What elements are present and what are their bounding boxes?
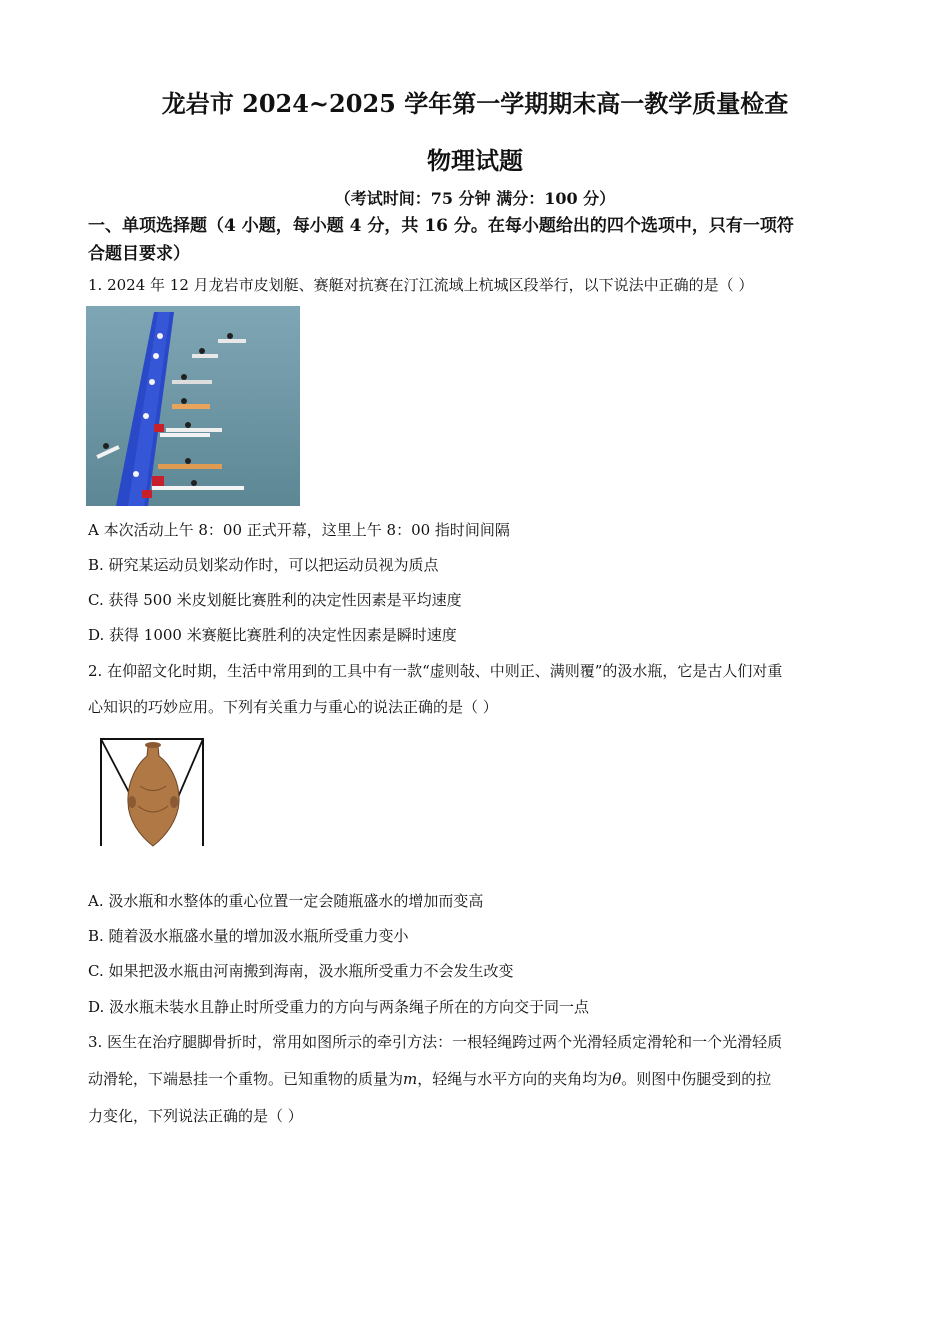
- q3-stem-text-a: 动滑轮，下端悬挂一个重物。已知重物的质量为: [88, 1070, 404, 1088]
- section-heading: [88, 212, 868, 268]
- q2-option-c: C. 如果把汲水瓶由河南搬到海南，汲水瓶所受重力不会发生改变: [88, 962, 514, 980]
- section-heading-line1: 一、单项选择题（4 小题，每小题 4 分，共 16 分。在每小题给出的四个选项中，只有一项符: [88, 216, 794, 236]
- q1-option-c: C. 获得 500 米皮划艇比赛胜利的决定性因素是平均速度: [88, 591, 462, 609]
- q3-stem-line1: 3. 医生在治疗腿脚骨折时，常用如图所示的牵引方法：一根轻绳跨过两个光滑轻质定滑轮和一个光滑轻质: [88, 1033, 783, 1051]
- q2-option-a: A. 汲水瓶和水整体的重心位置一定会随瓶盛水的增加而变高: [88, 892, 484, 910]
- q1-option-d: D. 获得 1000 米赛艇比赛胜利的决定性因素是瞬时速度: [88, 626, 457, 644]
- q2-option-d: D. 汲水瓶未装水且静止时所受重力的方向与两条绳子所在的方向交于同一点: [88, 998, 590, 1016]
- q1-stem: 1. 2024 年 12 月龙岩市皮划艇、赛艇对抗赛在汀江流域上杭城区段举行，以下说法中正确的是（ ）: [88, 276, 754, 294]
- q1-option-a: A 本次活动上午 8：00 正式开幕，这里上午 8：00 指时间间隔: [88, 521, 510, 539]
- mass-symbol: m: [403, 1070, 418, 1088]
- q3-stem-text-b: ，轻绳与水平方向的夹角均为: [417, 1070, 613, 1088]
- q1-option-b: B. 研究某运动员划桨动作时，可以把运动员视为质点: [88, 556, 439, 574]
- water-bottle-figure: [96, 736, 208, 848]
- exam-title: 龙岩市 2024~2025 学年第一学期期末高一教学质量检查: [161, 89, 789, 118]
- subject-title: 物理试题: [427, 146, 523, 175]
- exam-info: （考试时间：75 分钟 满分：100 分）: [334, 189, 616, 208]
- q2-stem-line1: 2. 在仰韶文化时期，生活中常用到的工具中有一款“虚则敧、中则正、满则覆”的汲水瓶，它是古人们对重: [88, 662, 783, 680]
- q2-option-b: B. 随着汲水瓶盛水量的增加汲水瓶所受重力变小: [88, 927, 409, 945]
- q2-stem-line2: 心知识的巧妙应用。下列有关重力与重心的说法正确的是（ ）: [88, 698, 498, 716]
- angle-symbol: θ: [612, 1070, 622, 1088]
- q3-stem-line2: [88, 1068, 771, 1089]
- section-heading-line2: 合题目要求）: [88, 244, 190, 264]
- q3-stem-text-c: 。则图中伤腿受到的拉: [621, 1070, 772, 1088]
- kayak-race-photo: [86, 306, 300, 506]
- q3-stem-line3: 力变化，下列说法正确的是（ ）: [88, 1107, 303, 1125]
